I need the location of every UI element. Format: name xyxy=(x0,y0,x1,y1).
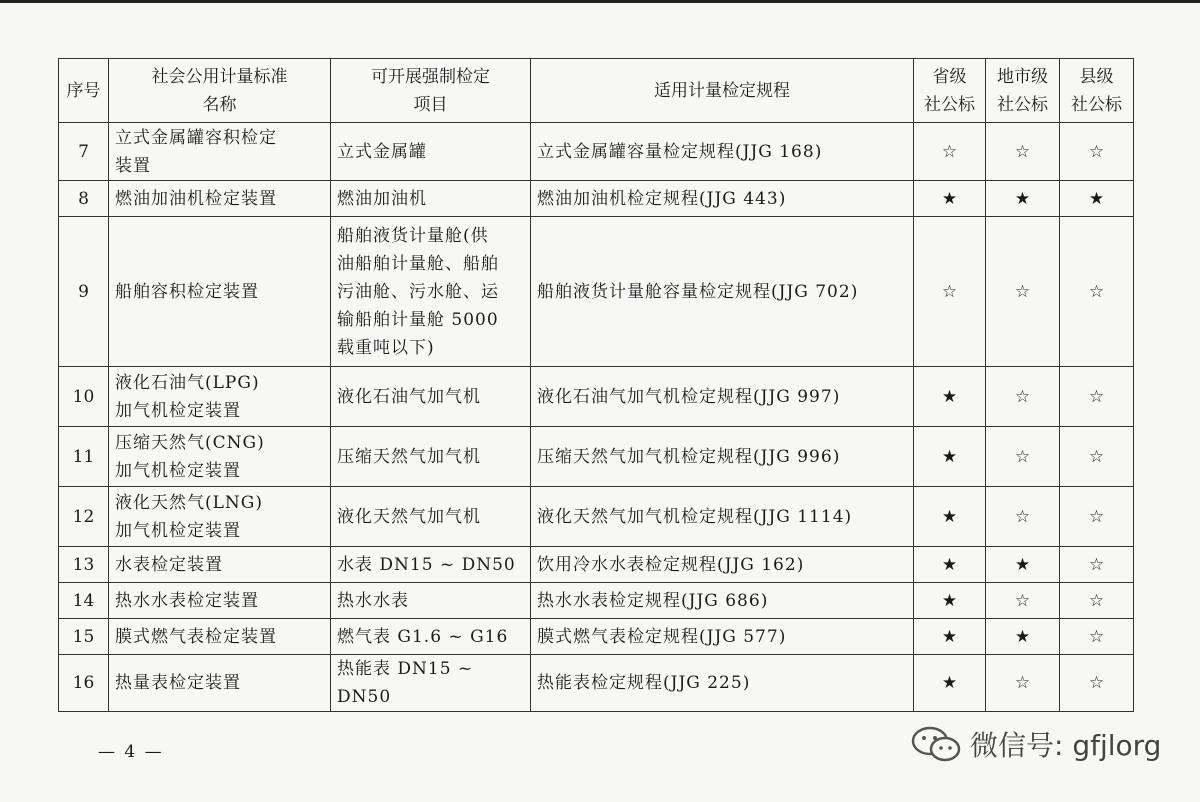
county-mark: ☆ xyxy=(1060,583,1134,619)
regulation: 燃油加油机检定规程(JJG 443) xyxy=(531,181,914,217)
standard-name: 热量表检定装置 xyxy=(109,655,331,712)
county-mark: ☆ xyxy=(1060,123,1134,181)
wechat-watermark xyxy=(910,724,1161,764)
table-row xyxy=(59,367,1134,427)
metrology-standards-table xyxy=(58,58,1134,712)
table-row xyxy=(59,217,1134,367)
provincial-mark: ★ xyxy=(914,367,986,427)
regulation: 压缩天然气加气机检定规程(JJG 996) xyxy=(531,427,914,487)
regulation: 热水水表检定规程(JJG 686) xyxy=(531,583,914,619)
row-number: 10 xyxy=(59,367,109,427)
city-mark: ★ xyxy=(986,181,1060,217)
county-mark: ☆ xyxy=(1060,487,1134,547)
standard-name: 船舶容积检定装置 xyxy=(109,217,331,367)
verification-item: 水表 DN15 ~ DN50 xyxy=(331,547,531,583)
city-mark: ★ xyxy=(986,547,1060,583)
watermark-text: 微信号: gfjlorg xyxy=(970,729,1162,762)
standard-name: 膜式燃气表检定装置 xyxy=(109,619,331,655)
verification-item: 燃油加油机 xyxy=(331,181,531,217)
city-mark: ★ xyxy=(986,619,1060,655)
city-mark: ☆ xyxy=(986,217,1060,367)
county-mark: ☆ xyxy=(1060,217,1134,367)
standard-name: 液化天然气(LNG) 加气机检定装置 xyxy=(109,487,331,547)
page-number: — 4 — xyxy=(98,742,164,762)
provincial-mark: ☆ xyxy=(914,217,986,367)
header-city: 地市级 社公标 xyxy=(986,59,1060,123)
standard-name: 燃油加油机检定装置 xyxy=(109,181,331,217)
city-mark: ☆ xyxy=(986,583,1060,619)
provincial-mark: ★ xyxy=(914,619,986,655)
verification-item: 燃气表 G1.6 ~ G16 xyxy=(331,619,531,655)
header-row xyxy=(59,59,1134,123)
county-mark: ☆ xyxy=(1060,619,1134,655)
provincial-mark: ★ xyxy=(914,487,986,547)
table-row xyxy=(59,487,1134,547)
header-seq: 序号 xyxy=(59,59,109,123)
city-mark: ☆ xyxy=(986,123,1060,181)
row-number: 8 xyxy=(59,181,109,217)
table-row xyxy=(59,619,1134,655)
table-row xyxy=(59,181,1134,217)
verification-item: 压缩天然气加气机 xyxy=(331,427,531,487)
county-mark: ☆ xyxy=(1060,367,1134,427)
wechat-icon xyxy=(910,724,964,764)
header-name: 社会公用计量标准 名称 xyxy=(109,59,331,123)
header-provincial: 省级 社公标 xyxy=(914,59,986,123)
row-number: 15 xyxy=(59,619,109,655)
row-number: 12 xyxy=(59,487,109,547)
verification-item: 液化石油气加气机 xyxy=(331,367,531,427)
provincial-mark: ★ xyxy=(914,583,986,619)
verification-item: 船舶液货计量舱(供 油船舶计量舱、船舶 污油舱、污水舱、运 输船舶计量舱 5000 载重吨以下) xyxy=(331,217,531,367)
city-mark: ☆ xyxy=(986,427,1060,487)
verification-item: 液化天然气加气机 xyxy=(331,487,531,547)
regulation: 液化石油气加气机检定规程(JJG 997) xyxy=(531,367,914,427)
top-border-line xyxy=(0,0,1200,3)
row-number: 14 xyxy=(59,583,109,619)
verification-item: 立式金属罐 xyxy=(331,123,531,181)
provincial-mark: ★ xyxy=(914,547,986,583)
provincial-mark: ☆ xyxy=(914,123,986,181)
table-body xyxy=(59,123,1134,712)
regulation: 船舶液货计量舱容量检定规程(JJG 702) xyxy=(531,217,914,367)
city-mark: ☆ xyxy=(986,367,1060,427)
county-mark: ☆ xyxy=(1060,427,1134,487)
table-row xyxy=(59,123,1134,181)
row-number: 11 xyxy=(59,427,109,487)
row-number: 16 xyxy=(59,655,109,712)
table-row xyxy=(59,547,1134,583)
verification-item: 热水水表 xyxy=(331,583,531,619)
regulation: 热能表检定规程(JJG 225) xyxy=(531,655,914,712)
city-mark: ☆ xyxy=(986,487,1060,547)
header-item: 可开展强制检定 项目 xyxy=(331,59,531,123)
standard-name: 液化石油气(LPG) 加气机检定装置 xyxy=(109,367,331,427)
county-mark: ★ xyxy=(1060,181,1134,217)
header-county: 县级 社公标 xyxy=(1060,59,1134,123)
row-number: 7 xyxy=(59,123,109,181)
standard-name: 水表检定装置 xyxy=(109,547,331,583)
header-regulation: 适用计量检定规程 xyxy=(531,59,914,123)
standard-name: 压缩天然气(CNG) 加气机检定装置 xyxy=(109,427,331,487)
county-mark: ☆ xyxy=(1060,547,1134,583)
regulation: 液化天然气加气机检定规程(JJG 1114) xyxy=(531,487,914,547)
row-number: 9 xyxy=(59,217,109,367)
verification-item: 热能表 DN15 ~ DN50 xyxy=(331,655,531,712)
regulation: 立式金属罐容量检定规程(JJG 168) xyxy=(531,123,914,181)
standard-name: 热水水表检定装置 xyxy=(109,583,331,619)
provincial-mark: ★ xyxy=(914,181,986,217)
provincial-mark: ★ xyxy=(914,655,986,712)
row-number: 13 xyxy=(59,547,109,583)
table-row xyxy=(59,583,1134,619)
standard-name: 立式金属罐容积检定 装置 xyxy=(109,123,331,181)
regulation: 膜式燃气表检定规程(JJG 577) xyxy=(531,619,914,655)
county-mark: ☆ xyxy=(1060,655,1134,712)
city-mark: ☆ xyxy=(986,655,1060,712)
table-row xyxy=(59,427,1134,487)
provincial-mark: ★ xyxy=(914,427,986,487)
table-row xyxy=(59,655,1134,712)
regulation: 饮用冷水水表检定规程(JJG 162) xyxy=(531,547,914,583)
